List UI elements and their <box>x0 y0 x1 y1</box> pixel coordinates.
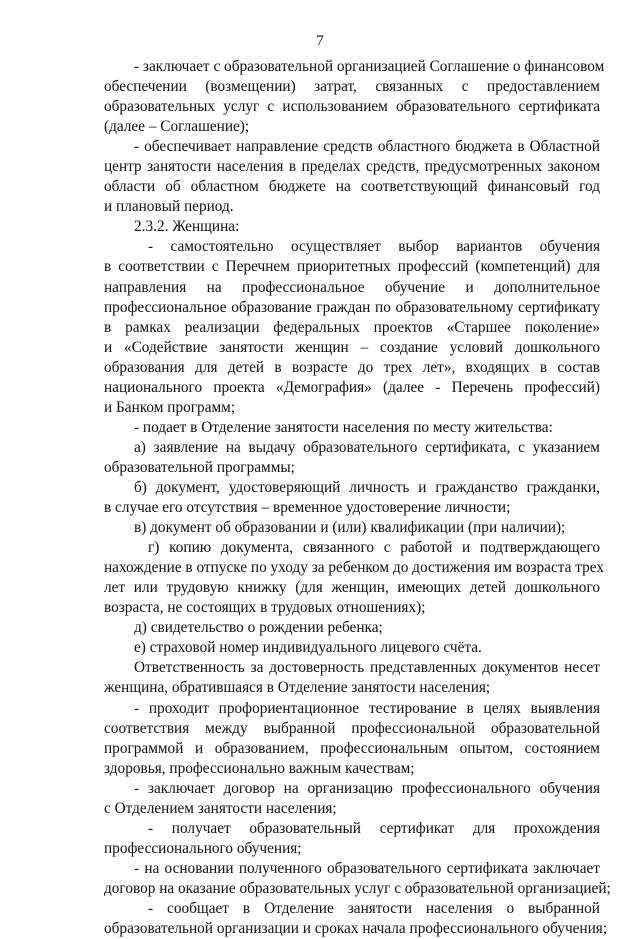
paragraph <box>104 217 600 237</box>
paragraph <box>104 538 604 618</box>
paragraph <box>104 518 600 538</box>
paragraph <box>104 779 600 819</box>
text-line: и «Содействие занятости женщин – создание условий дошкольного <box>104 338 600 356</box>
text-line: профессиональное образование граждан по образовательному сертификату <box>104 298 600 316</box>
paragraph <box>104 137 600 217</box>
text-line: профессионального обучения; <box>104 839 302 857</box>
paragraph <box>104 478 600 518</box>
text-line: области об областном бюджете на соответствующий финансовый год <box>104 178 600 196</box>
text-line: образования для детей в возрасте до трех лет», входящих в состав <box>104 358 600 376</box>
text-line: - обеспечивает направление средств областного бюджета в Областной <box>134 138 600 156</box>
text-line: в рамках реализации федеральных проектов «Старшее поколение» <box>104 318 600 336</box>
text-line: соответствия между выбранной профессиональной образовательной <box>104 719 600 737</box>
text-line: в) документ об образовании и (или) квалификации (при наличии); <box>134 519 566 537</box>
text-line: женщина, обратившаяся в Отделение занятости населения; <box>104 679 491 697</box>
text-line: с Отделением занятости населения; <box>104 799 337 817</box>
text-line: е) страховой номер индивидуального лицевого счёта. <box>134 639 482 657</box>
paragraph <box>104 237 600 417</box>
text-line: возраста, не состоящих в трудовых отношениях); <box>104 599 426 617</box>
text-line: лет или трудовую книжку (для женщин, имеющих детей дошкольного <box>104 579 600 597</box>
page-number: 7 <box>316 33 324 49</box>
document-body <box>104 57 611 939</box>
text-line: нахождение в отпуске по уходу за ребенком до достижения им возраста трех <box>104 559 604 577</box>
paragraph <box>104 699 600 779</box>
paragraph <box>104 638 600 658</box>
text-line: - сообщает в Отделение занятости населения о выбранной <box>148 899 600 917</box>
text-line: - заключает с образовательной организацией Соглашение о финансовом <box>134 58 605 75</box>
text-line: национального проекта «Демография» (далее - Перечень профессий) <box>104 378 600 396</box>
text-line: договор на оказание образовательных услуг с образовательной организацией; <box>104 879 611 897</box>
text-line: обеспечении (возмещении) затрат, связанных с предоставлением <box>104 78 600 96</box>
text-line: - на основании полученного образовательного сертификата заключает <box>134 859 600 877</box>
text-line: г) копию документа, связанного с работой и подтверждающего <box>148 539 600 557</box>
text-line: - самостоятельно осуществляет выбор вариантов обучения <box>148 238 600 256</box>
text-line: программой и образованием, профессиональным опытом, состоянием <box>104 739 600 757</box>
text-line: - заключает договор на организацию профессионального обучения <box>134 779 600 797</box>
text-line: (далее – Соглашение); <box>104 118 250 136</box>
paragraph <box>104 819 600 859</box>
paragraph <box>104 859 611 899</box>
paragraph <box>104 618 600 638</box>
text-line: здоровья, профессионально важным качествам; <box>104 759 415 777</box>
text-line: и Банком программ; <box>104 398 236 416</box>
text-line: образовательной организации и сроках начала профессионального обучения; <box>104 920 608 938</box>
text-line: образовательной программы; <box>104 458 295 476</box>
text-line: Ответственность за достоверность представленных документов несет <box>134 659 600 677</box>
text-line: в случае его отсутствия – временное удостоверение личности; <box>104 499 511 517</box>
paragraph <box>104 438 600 478</box>
text-line: д) свидетельство о рождении ребенка; <box>134 619 383 637</box>
paragraph <box>104 658 600 698</box>
text-line: - проходит профориентационное тестирование в целях выявления <box>134 699 600 717</box>
text-line: направления на профессиональное обучение и дополнительное <box>104 278 600 296</box>
text-line: и плановый период. <box>104 198 234 216</box>
paragraph <box>104 418 600 438</box>
text-line: - получает образовательный сертификат для прохождения <box>148 819 600 837</box>
text-line: 2.3.2. Женщина: <box>134 218 240 236</box>
text-line: б) документ, удостоверяющий личность и гражданство гражданки, <box>134 478 600 496</box>
paragraph <box>104 57 605 137</box>
text-line: а) заявление на выдачу образовательного сертификата, с указанием <box>134 438 600 456</box>
text-line: в соответствии с Перечнем приоритетных профессий (компетенций) для <box>104 258 600 276</box>
text-line: образовательных услуг с использованием образовательного сертификата <box>104 98 600 116</box>
text-line: - подает в Отделение занятости населения по месту жительства: <box>134 418 553 436</box>
text-line: центр занятости населения в пределах средств, предусмотренных законом <box>104 158 600 176</box>
